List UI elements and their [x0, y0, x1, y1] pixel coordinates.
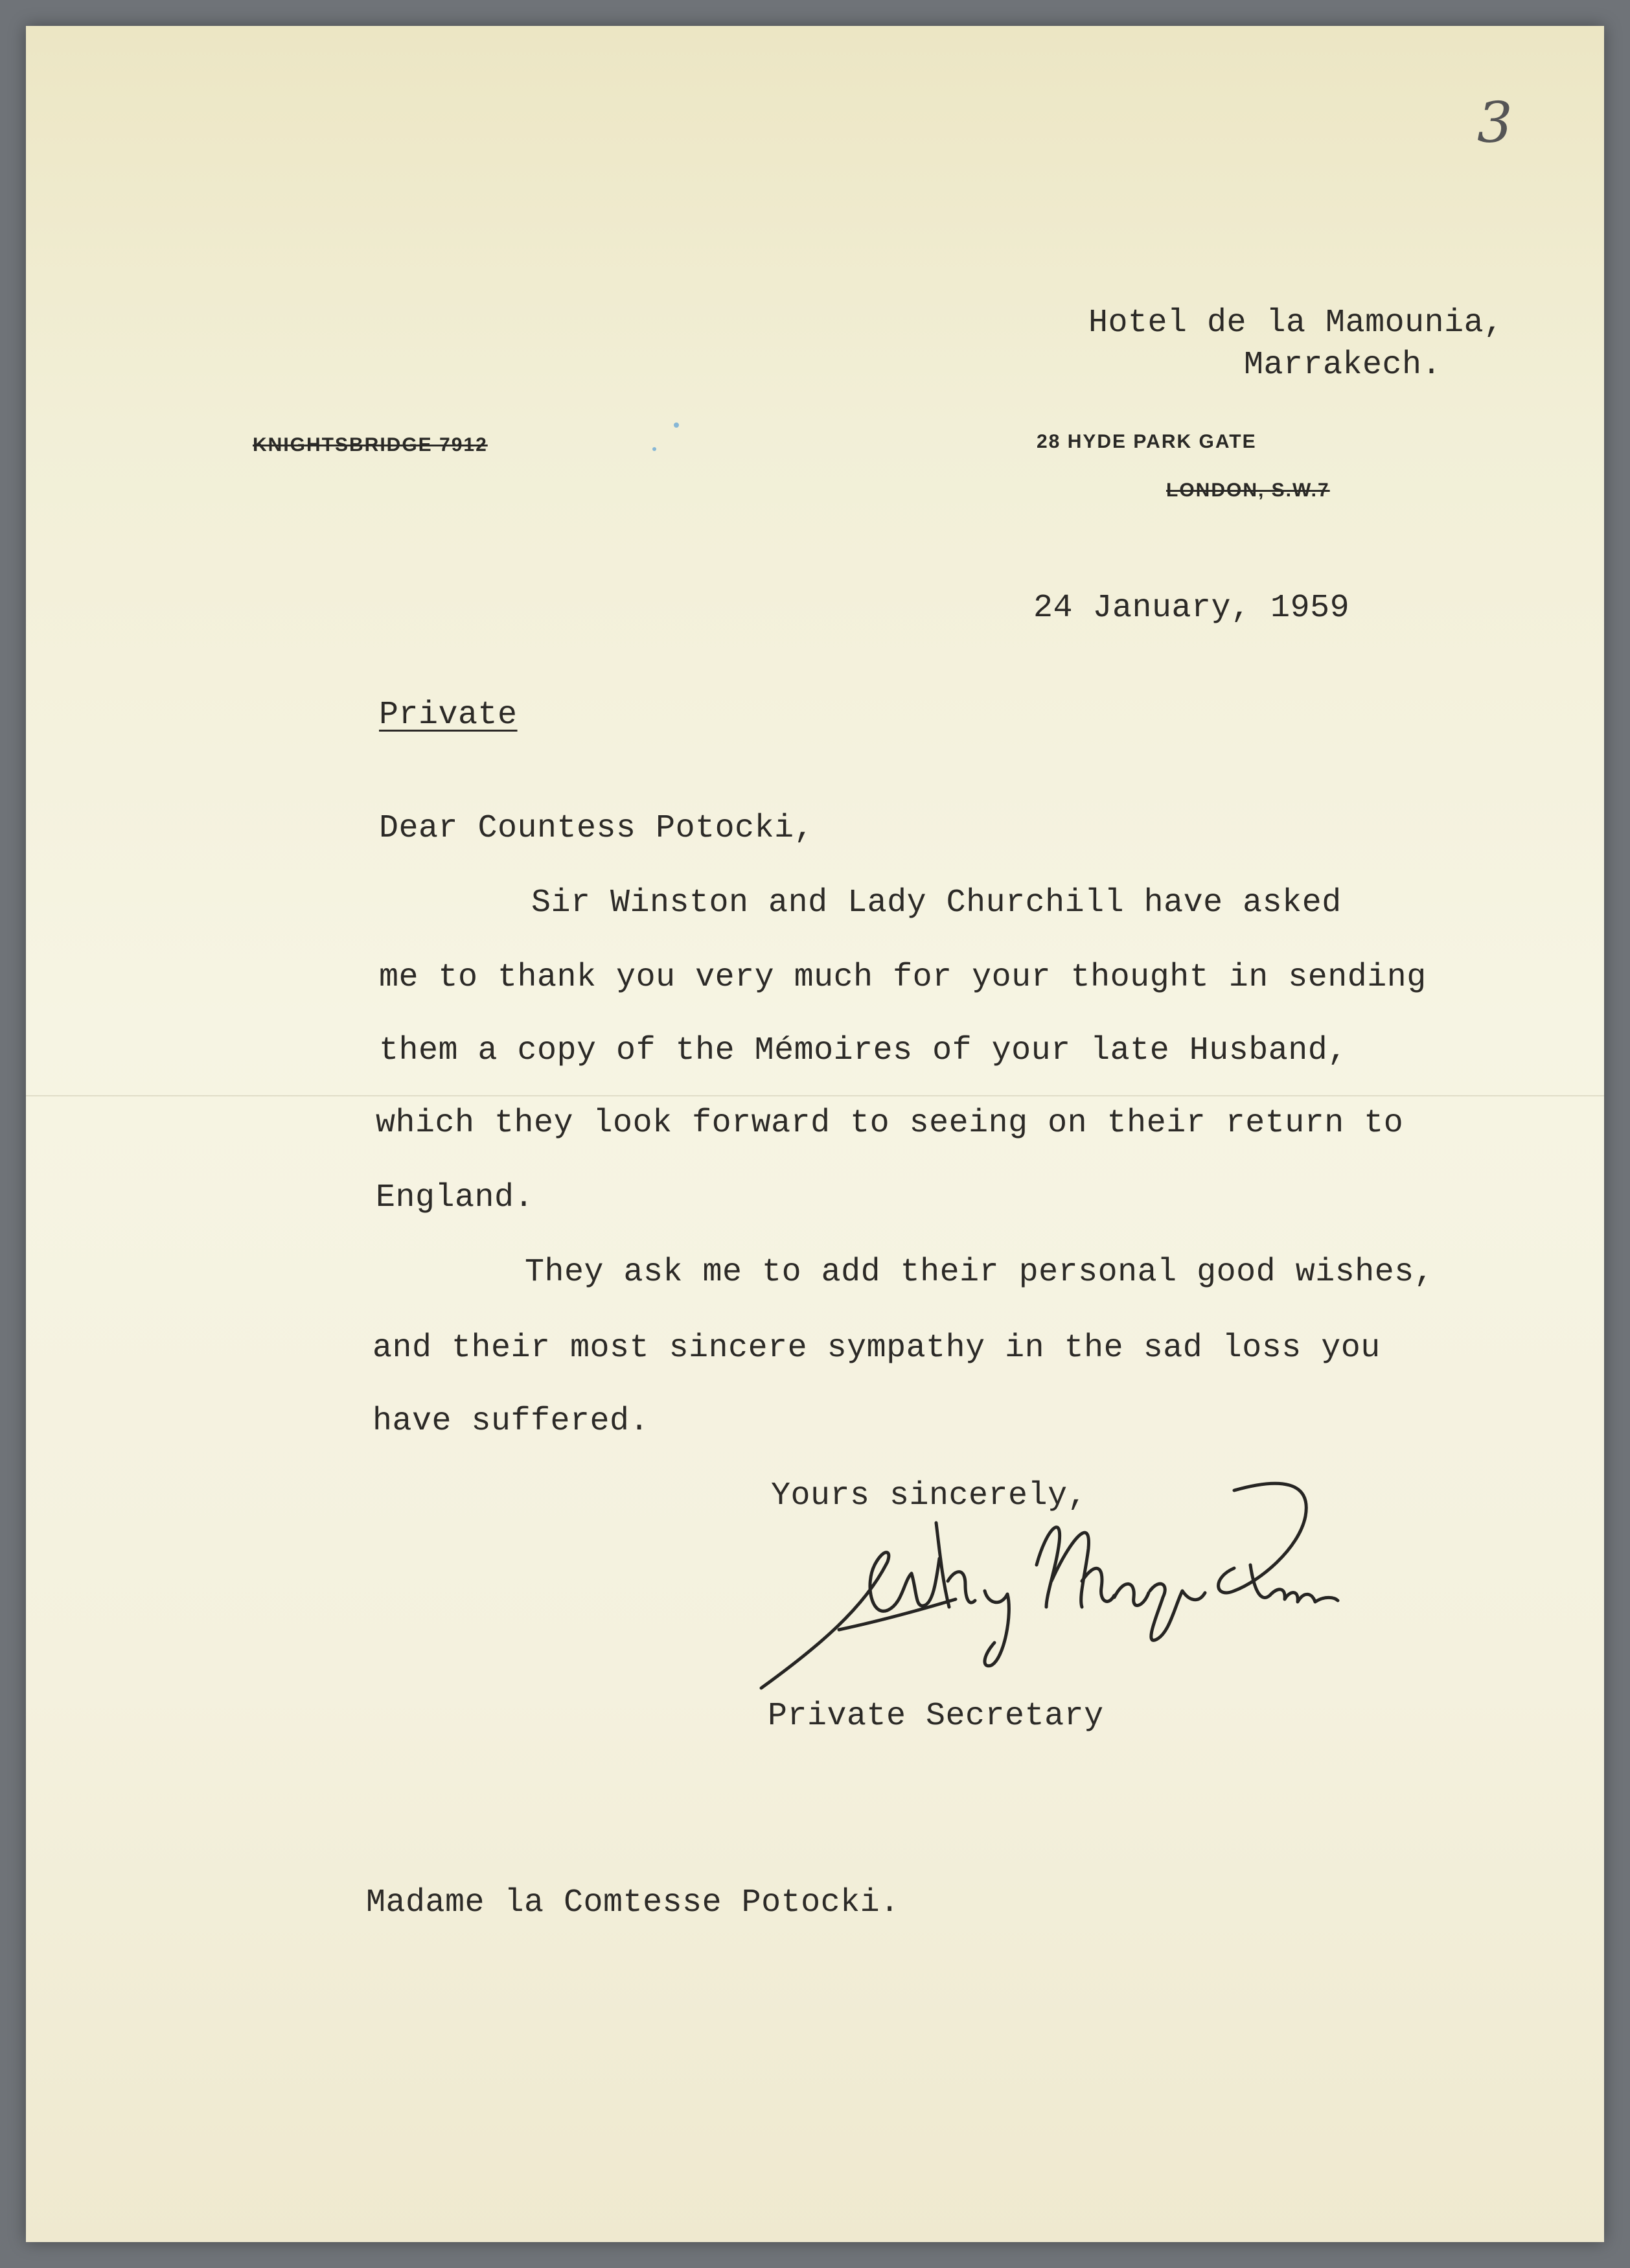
- handwritten-signature: [742, 1452, 1396, 1724]
- body-line: me to thank you very much for your thought in sending: [379, 959, 1427, 996]
- signer-title: Private Secretary: [768, 1698, 1104, 1735]
- page-number: 3: [1477, 91, 1513, 156]
- letter-date: 24 January, 1959: [1033, 590, 1350, 627]
- letterhead-city: LONDON, S.W.7: [1166, 480, 1330, 501]
- body-line: them a copy of the Mémoires of your late Husband,: [379, 1032, 1348, 1069]
- address-line-2: Marrakech.: [1244, 347, 1442, 384]
- body-line: Sir Winston and Lady Churchill have asked: [531, 885, 1342, 921]
- body-line: and their most sincere sympathy in the sad loss you: [373, 1330, 1381, 1367]
- body-line: have suffered.: [373, 1403, 650, 1440]
- ink-spot: [652, 447, 656, 451]
- private-marking: Private: [379, 697, 518, 734]
- fold-line: [26, 1095, 1604, 1096]
- closing: Yours sincerely,: [771, 1477, 1088, 1514]
- salutation: Dear Countess Potocki,: [379, 810, 814, 847]
- body-line: England.: [376, 1179, 534, 1216]
- letterhead-phone: KNIGHTSBRIDGE 7912: [253, 434, 488, 456]
- body-line: which they look forward to seeing on their return to: [376, 1105, 1404, 1142]
- body-line: They ask me to add their personal good wishes,: [525, 1254, 1434, 1291]
- recipient-line: Madame la Comtesse Potocki.: [366, 1884, 900, 1921]
- letter-sheet: [26, 26, 1604, 2242]
- ink-spot: [674, 422, 679, 428]
- address-line-1: Hotel de la Mamounia,: [1088, 305, 1504, 341]
- letterhead-street: 28 HYDE PARK GATE: [1037, 431, 1257, 452]
